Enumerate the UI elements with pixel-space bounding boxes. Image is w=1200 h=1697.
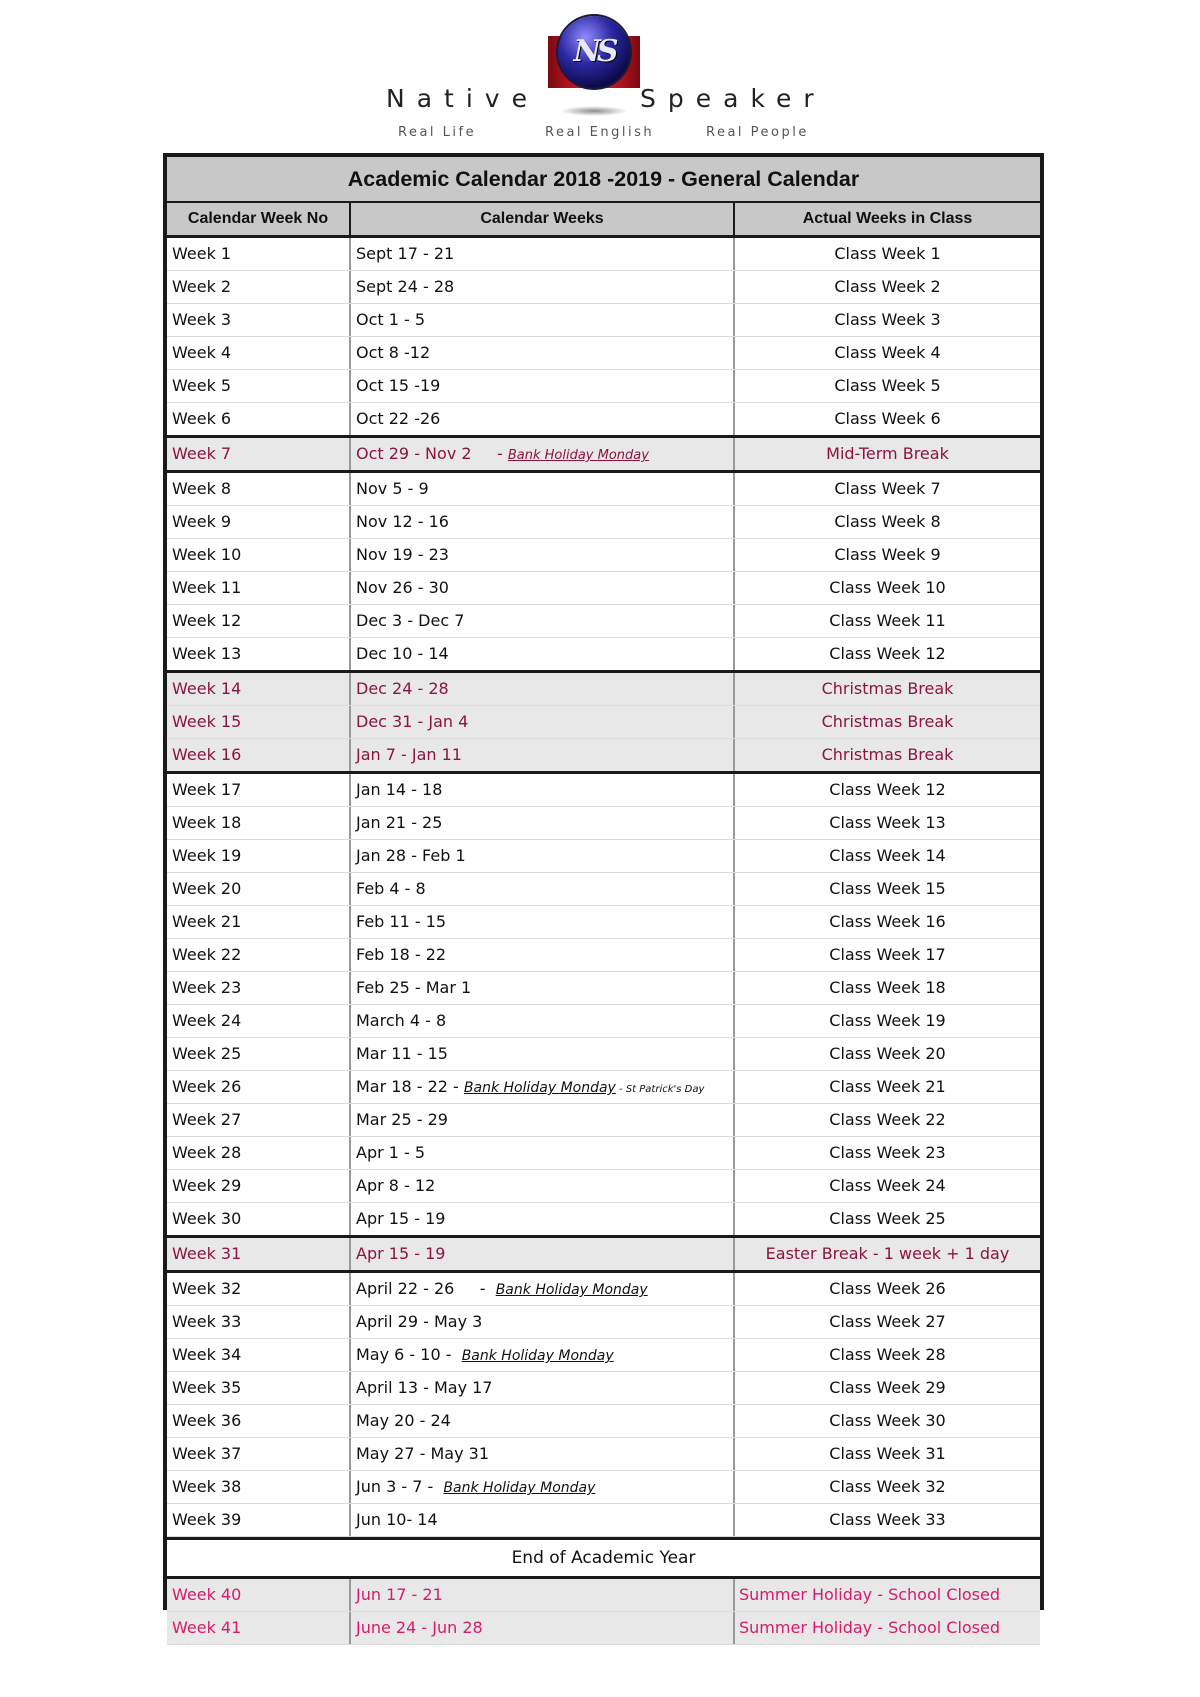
summer-rows [167, 1579, 1040, 1645]
table-row [167, 370, 1040, 403]
class-week-cell: Class Week 1 [834, 244, 941, 263]
date-range-cell [351, 539, 735, 571]
table-row [167, 1438, 1040, 1471]
week-number-cell: Week 18 [167, 807, 351, 839]
class-week-cell: Class Week 11 [829, 611, 946, 630]
week-number-cell: Week 34 [167, 1339, 351, 1371]
date-range-cell [351, 1005, 735, 1037]
table-row [167, 774, 1040, 807]
date-range-text: Nov 26 - 30 [356, 578, 449, 597]
date-range-text: May 6 - 10 - [356, 1345, 462, 1364]
date-range-cell [351, 271, 735, 303]
brand-header [0, 0, 1200, 150]
date-range-text: Apr 1 - 5 [356, 1143, 426, 1162]
week-number-cell: Week 22 [167, 939, 351, 971]
class-week-cell: Class Week 24 [829, 1176, 946, 1195]
week-number-cell: Week 10 [167, 539, 351, 571]
week-number-cell: Week 17 [167, 774, 351, 806]
table-row [167, 1405, 1040, 1438]
class-week-cell: Class Week 3 [834, 310, 941, 329]
class-week-cell: Class Week 9 [834, 545, 941, 564]
date-range-cell [351, 506, 735, 538]
table-row [167, 238, 1040, 271]
table-row [167, 1170, 1040, 1203]
class-week-cell: Class Week 12 [829, 644, 946, 663]
date-range-text: Jan 14 - 18 [356, 780, 443, 799]
week-number-cell: Week 16 [167, 739, 351, 771]
date-range-text: April 13 - May 17 [356, 1378, 493, 1397]
break-row [167, 673, 1040, 706]
class-week-cell: Easter Break - 1 week + 1 day [765, 1244, 1010, 1263]
class-week-cell: Christmas Break [821, 745, 954, 764]
date-range-cell [351, 403, 735, 435]
summer-row [167, 1612, 1040, 1645]
break-row [167, 1238, 1040, 1273]
date-range-cell [351, 638, 735, 670]
week-number-cell: Week 26 [167, 1071, 351, 1103]
date-range-cell [351, 605, 735, 637]
week-number-cell: Week 21 [167, 906, 351, 938]
table-row [167, 1038, 1040, 1071]
week-number-cell: Week 3 [167, 304, 351, 336]
holiday-note: Bank Holiday Monday [463, 1080, 616, 1096]
date-range-text: Dec 31 - Jan 4 [356, 712, 469, 731]
class-week-cell: Class Week 26 [829, 1279, 946, 1298]
date-range-text: Sept 24 - 28 [356, 277, 455, 296]
week-number-cell: Week 1 [167, 238, 351, 270]
date-range-cell [351, 972, 735, 1004]
date-range-cell: Jun 17 - 21 [351, 1579, 735, 1611]
table-row [167, 1306, 1040, 1339]
header-calendar-weeks: Calendar Weeks [351, 203, 735, 235]
week-number-cell: Week 33 [167, 1306, 351, 1338]
class-week-cell: Class Week 12 [829, 780, 946, 799]
date-range-text: March 4 - 8 [356, 1011, 447, 1030]
table-row [167, 840, 1040, 873]
class-week-cell: Class Week 28 [829, 1345, 946, 1364]
class-week-cell: Class Week 8 [834, 512, 941, 531]
date-range-text: Jan 28 - Feb 1 [356, 846, 466, 865]
class-week-cell: Summer Holiday - School Closed [739, 1618, 1001, 1637]
week-number-cell: Week 39 [167, 1504, 351, 1536]
week-number-cell: Week 23 [167, 972, 351, 1004]
date-range-text: Oct 1 - 5 [356, 310, 426, 329]
week-number-cell: Week 4 [167, 337, 351, 369]
date-range-text: Feb 4 - 8 [356, 879, 426, 898]
logo-shadow [560, 106, 628, 116]
date-range-text: Oct 29 - Nov 2 - [356, 444, 508, 463]
date-range-text: April 29 - May 3 [356, 1312, 483, 1331]
table-row [167, 1104, 1040, 1137]
date-range-cell [351, 1137, 735, 1169]
logo-monogram: NS [573, 34, 615, 69]
date-range-cell [351, 1071, 735, 1103]
calendar-title: Academic Calendar 2018 -2019 - General Calendar [167, 157, 1040, 203]
date-range-cell [351, 1203, 735, 1235]
date-range-text: April 22 - 26 - [356, 1279, 496, 1298]
date-range-text: Dec 3 - Dec 7 [356, 611, 465, 630]
holiday-note: Bank Holiday Monday [495, 1282, 648, 1298]
week-number-cell: Week 8 [167, 473, 351, 505]
week-number-cell: Week 25 [167, 1038, 351, 1070]
tagline-1: Real Life [398, 125, 477, 140]
brand-name-right: Speaker [640, 84, 826, 113]
table-row [167, 1504, 1040, 1537]
date-range-text: Jan 21 - 25 [356, 813, 443, 832]
date-range-text: Jan 7 - Jan 11 [356, 745, 462, 764]
date-range-cell [351, 337, 735, 369]
date-range-cell [351, 673, 735, 705]
date-range-cell [351, 873, 735, 905]
class-week-cell: Mid-Term Break [826, 444, 949, 463]
week-number-cell: Week 12 [167, 605, 351, 637]
date-range-text: Jun 3 - 7 - [356, 1477, 444, 1496]
week-number-cell: Week 36 [167, 1405, 351, 1437]
date-range-cell [351, 304, 735, 336]
date-range-cell [351, 238, 735, 270]
date-range-text: Oct 22 -26 [356, 409, 441, 428]
class-week-cell: Class Week 22 [829, 1110, 946, 1129]
class-week-cell: Class Week 18 [829, 978, 946, 997]
date-range-text: May 20 - 24 [356, 1411, 451, 1430]
table-row [167, 271, 1040, 304]
table-row [167, 337, 1040, 370]
date-range-text: Dec 24 - 28 [356, 679, 449, 698]
date-range-cell [351, 438, 735, 470]
table-row [167, 1071, 1040, 1104]
week-number-cell: Week 24 [167, 1005, 351, 1037]
table-row [167, 1203, 1040, 1238]
table-row [167, 1137, 1040, 1170]
class-week-cell: Class Week 25 [829, 1209, 946, 1228]
class-week-cell: Class Week 30 [829, 1411, 946, 1430]
date-range-cell [351, 706, 735, 738]
table-row [167, 403, 1040, 438]
class-week-cell: Class Week 16 [829, 912, 946, 931]
date-range-text: Mar 11 - 15 [356, 1044, 448, 1063]
holiday-note: Bank Holiday Monday [461, 1348, 614, 1364]
brand-name-left: Native [386, 84, 539, 113]
calendar-table [163, 153, 1044, 1637]
table-row [167, 1273, 1040, 1306]
header-actual-weeks: Actual Weeks in Class [802, 210, 973, 227]
class-week-cell: Class Week 2 [834, 277, 941, 296]
week-number-cell: Week 30 [167, 1203, 351, 1235]
date-range-cell: June 24 - Jun 28 [351, 1612, 735, 1644]
table-row [167, 807, 1040, 840]
date-range-cell [351, 1238, 735, 1270]
date-range-cell [351, 1504, 735, 1536]
date-range-cell [351, 473, 735, 505]
week-number-cell: Week 13 [167, 638, 351, 670]
class-week-cell: Christmas Break [821, 712, 954, 731]
week-number-cell: Week 20 [167, 873, 351, 905]
table-row [167, 906, 1040, 939]
date-range-text: Nov 19 - 23 [356, 545, 449, 564]
week-number-cell: Week 40 [167, 1579, 351, 1611]
week-number-cell: Week 31 [167, 1238, 351, 1270]
date-range-cell [351, 1306, 735, 1338]
class-week-cell: Class Week 4 [834, 343, 941, 362]
class-week-cell: Class Week 7 [834, 479, 941, 498]
table-row [167, 473, 1040, 506]
table-row [167, 572, 1040, 605]
class-week-cell: Class Week 19 [829, 1011, 946, 1030]
holiday-subnote: - St Patrick's Day [615, 1084, 705, 1095]
date-range-cell [351, 572, 735, 604]
table-row [167, 939, 1040, 972]
table-row [167, 304, 1040, 337]
class-week-cell: Class Week 31 [829, 1444, 946, 1463]
date-range-cell [351, 1038, 735, 1070]
table-row [167, 638, 1040, 673]
summer-row [167, 1579, 1040, 1612]
class-week-cell: Christmas Break [821, 679, 954, 698]
table-row [167, 1471, 1040, 1504]
logo [548, 14, 640, 124]
week-number-cell: Week 2 [167, 271, 351, 303]
tagline-2: Real English [545, 125, 655, 140]
break-row [167, 739, 1040, 774]
date-range-text: Nov 5 - 9 [356, 479, 429, 498]
table-row [167, 1339, 1040, 1372]
date-range-cell [351, 739, 735, 771]
date-range-cell [351, 1438, 735, 1470]
tagline-3: Real People [706, 125, 809, 140]
date-range-cell [351, 370, 735, 402]
date-range-cell [351, 1170, 735, 1202]
date-range-cell [351, 1273, 735, 1305]
class-week-cell: Class Week 10 [829, 578, 946, 597]
class-week-cell: Class Week 21 [829, 1077, 946, 1096]
table-body [167, 238, 1040, 1537]
class-week-cell: Class Week 20 [829, 1044, 946, 1063]
date-range-text: Oct 8 -12 [356, 343, 431, 362]
week-number-cell: Week 7 [167, 438, 351, 470]
date-range-cell [351, 906, 735, 938]
class-week-cell: Class Week 29 [829, 1378, 946, 1397]
date-range-cell [351, 939, 735, 971]
date-range-cell [351, 1339, 735, 1371]
week-number-cell: Week 5 [167, 370, 351, 402]
week-number-cell: Week 11 [167, 572, 351, 604]
class-week-cell: Class Week 17 [829, 945, 946, 964]
break-row [167, 438, 1040, 473]
date-range-text: Apr 8 - 12 [356, 1176, 436, 1195]
table-row [167, 506, 1040, 539]
header-calendar-week-no: Calendar Week No [167, 203, 351, 235]
table-row [167, 1372, 1040, 1405]
date-range-cell [351, 774, 735, 806]
class-week-cell: Class Week 5 [834, 376, 941, 395]
class-week-cell: Class Week 14 [829, 846, 946, 865]
week-number-cell: Week 27 [167, 1104, 351, 1136]
week-number-cell: Week 32 [167, 1273, 351, 1305]
week-number-cell: Week 15 [167, 706, 351, 738]
date-range-text: Mar 18 - 22 - [356, 1077, 464, 1096]
date-range-text: May 27 - May 31 [356, 1444, 489, 1463]
end-of-year-label: End of Academic Year [167, 1537, 1040, 1579]
week-number-cell: Week 38 [167, 1471, 351, 1503]
class-week-cell: Class Week 23 [829, 1143, 946, 1162]
date-range-cell [351, 1104, 735, 1136]
table-row [167, 605, 1040, 638]
class-week-cell: Class Week 15 [829, 879, 946, 898]
class-week-cell: Class Week 27 [829, 1312, 946, 1331]
class-week-cell: Class Week 32 [829, 1477, 946, 1496]
date-range-text: Apr 15 - 19 [356, 1209, 446, 1228]
date-range-text: Mar 25 - 29 [356, 1110, 448, 1129]
date-range-text: Oct 15 -19 [356, 376, 441, 395]
week-number-cell: Week 29 [167, 1170, 351, 1202]
date-range-text: Feb 18 - 22 [356, 945, 447, 964]
holiday-note: Bank Holiday Monday [507, 448, 649, 463]
class-week-cell: Class Week 33 [829, 1510, 946, 1529]
date-range-text: Feb 11 - 15 [356, 912, 447, 931]
date-range-text: Nov 12 - 16 [356, 512, 449, 531]
date-range-text: Jun 10- 14 [356, 1510, 438, 1529]
date-range-cell [351, 1471, 735, 1503]
break-row [167, 706, 1040, 739]
date-range-text: Feb 25 - Mar 1 [356, 978, 472, 997]
class-week-cell: Summer Holiday - School Closed [739, 1585, 1001, 1604]
week-number-cell: Week 6 [167, 403, 351, 435]
class-week-cell: Class Week 6 [834, 409, 941, 428]
date-range-cell [351, 840, 735, 872]
table-row [167, 873, 1040, 906]
date-range-text: Dec 10 - 14 [356, 644, 449, 663]
table-row [167, 1005, 1040, 1038]
date-range-text: Apr 15 - 19 [356, 1244, 446, 1263]
week-number-cell: Week 28 [167, 1137, 351, 1169]
week-number-cell: Week 37 [167, 1438, 351, 1470]
week-number-cell: Week 14 [167, 673, 351, 705]
holiday-note: Bank Holiday Monday [443, 1480, 596, 1496]
class-week-cell: Class Week 13 [829, 813, 946, 832]
week-number-cell: Week 19 [167, 840, 351, 872]
table-row [167, 972, 1040, 1005]
date-range-text: Sept 17 - 21 [356, 244, 455, 263]
week-number-cell: Week 9 [167, 506, 351, 538]
week-number-cell: Week 41 [167, 1612, 351, 1644]
week-number-cell: Week 35 [167, 1372, 351, 1404]
table-header [167, 203, 1040, 238]
date-range-cell [351, 1372, 735, 1404]
date-range-cell [351, 807, 735, 839]
table-row [167, 539, 1040, 572]
date-range-cell [351, 1405, 735, 1437]
